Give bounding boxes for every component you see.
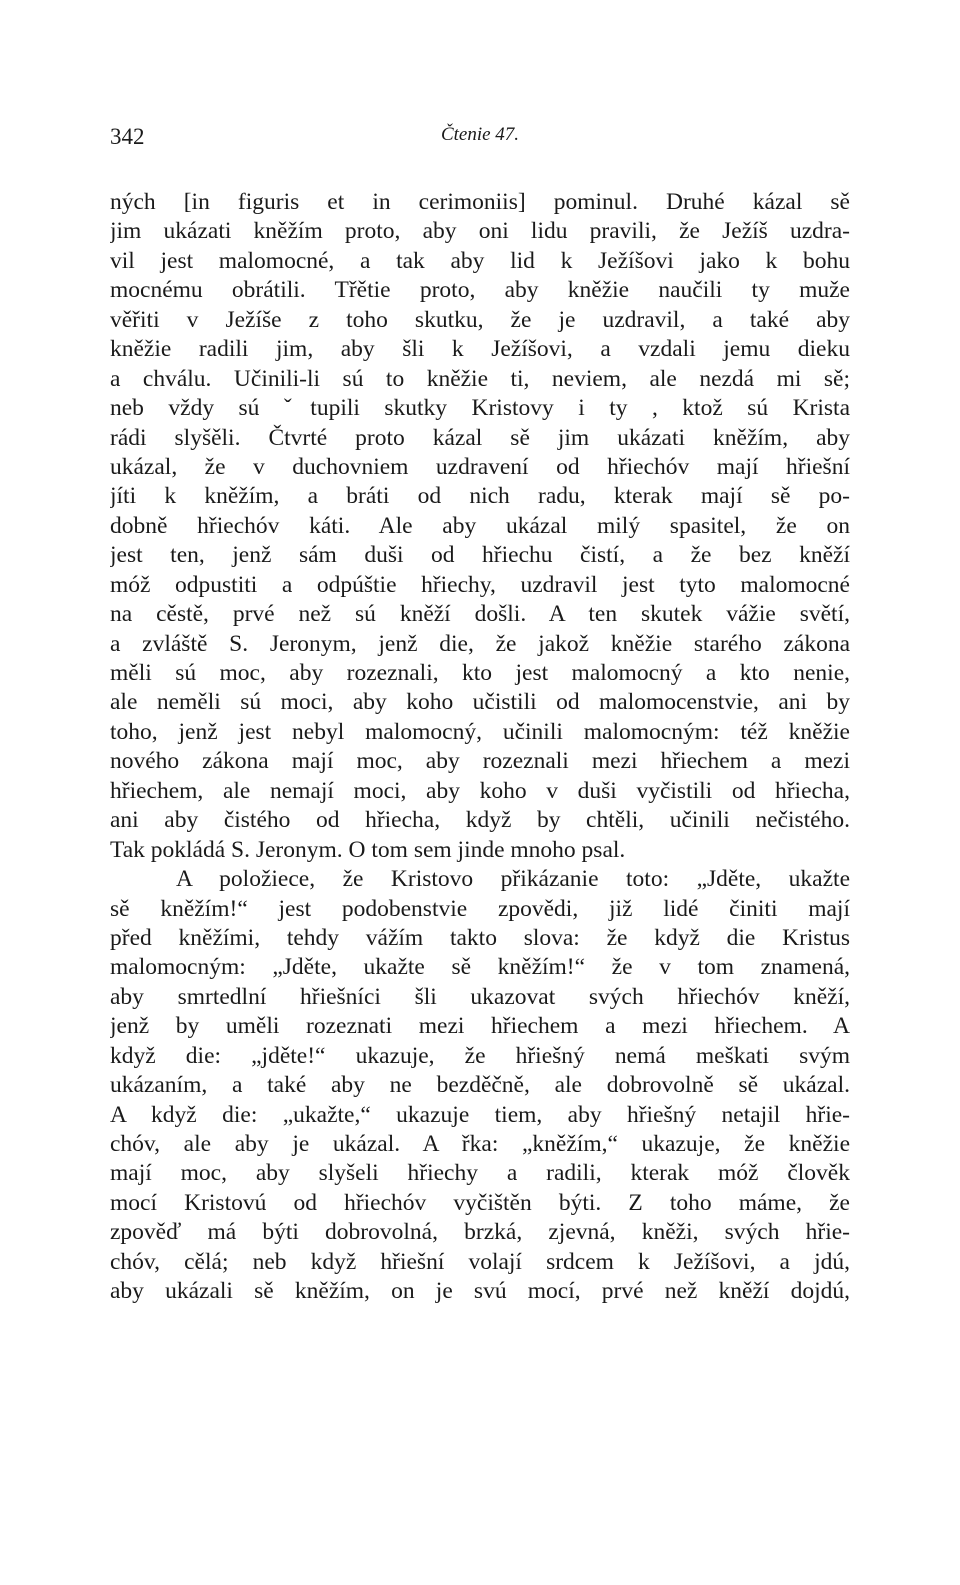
page-number: 342: [110, 124, 145, 149]
text-line: jim ukázati kněžím proto, aby oni lidu pravili, že Ježíš uzdra-: [110, 218, 850, 245]
text-line: mocnému obrátili. Třětie proto, aby kněžie naučili ty muže: [110, 277, 850, 304]
text-line: Tak pokládá S. Jeronym. O tom sem jinde mnoho psal.: [110, 836, 626, 863]
text-line: mocí Kristovú od hřiechóv vyčištěn býti. Z toho máme, že: [110, 1189, 850, 1216]
text-line: kněžie radili jim, aby šli k Ježíšovi, a vzdali jemu dieku: [110, 336, 850, 363]
text-line: jenž by uměli rozeznati mezi hřiechem a mezi hřiechem. A: [110, 1013, 850, 1040]
text-line: a zvláště S. Jeronym, jenž die, že jakož kněžie starého zákona: [110, 630, 850, 657]
text-line: nového zákona mají moc, aby rozeznali mezi hřiechem a mezi: [110, 748, 850, 775]
text-line: A když die: „ukažte,“ ukazuje tiem, aby hřiešný netajil hřie-: [110, 1101, 850, 1128]
text-line: aby smrtedlní hřiešníci šli ukazovat svých hřiechóv kněží,: [110, 983, 850, 1010]
text-line: vil jest malomocné, a tak aby lid k Ježíšovi jako k bohu: [110, 247, 850, 274]
text-line: a chválu. Učinili-li sú to kněžie ti, neviem, ale nezdá mi sě;: [110, 365, 850, 392]
text-line: ukázal, že v duchovniem uzdravení od hřiechóv mají hřiešní: [110, 453, 850, 480]
text-line: malomocným: „Jděte, ukažte sě kněžím!“ že v tom znamená,: [110, 954, 850, 981]
text-line: ani aby čistého od hřiecha, když by chtěli, učinili nečistého.: [110, 807, 850, 834]
text-line: před kněžími, tehdy vážím takto slova: že když die Kristus: [110, 924, 850, 951]
text-line: na cěstě, prvé než sú kněží došli. A ten skutek vážie světí,: [110, 601, 850, 628]
text-line: zpověď má býti dobrovolná, brzká, zjevná, kněži, svých hřie-: [110, 1219, 850, 1246]
text-line: ale neměli sú moci, aby koho učistili od malomocenstvie, ani by: [110, 689, 850, 716]
running-title: Čtenie 47.: [440, 124, 520, 145]
text-line: měli sú moc, aby rozeznali, kto jest malomocný a kto nenie,: [110, 660, 850, 686]
text-line: chóv, cělá; neb když hřiešní volají srdcem k Ježíšovi, a jdú,: [110, 1248, 850, 1275]
text-line: sě kněžím!“ jest podobenstvie zpovědi, již lidé činiti mají: [110, 895, 850, 922]
text-line: móž odpustiti a odpúštie hřiechy, uzdravil jest tyto malomocné: [110, 571, 850, 598]
text-line: věřiti v Ježíše z toho skutku, že je uzdravil, a také aby: [110, 306, 850, 333]
text-line: chóv, ale aby je ukázal. A řka: „kněžím,“ ukazuje, že kněžie: [110, 1131, 850, 1157]
text-line: ných [in figuris et in cerimoniis] pominul. Druhé kázal sě: [110, 189, 850, 215]
text-body: [110, 188, 850, 1307]
text-line: ukázaním, a také aby ne bezděčně, ale dobrovolně sě ukázal.: [110, 1072, 850, 1099]
page-header: [110, 124, 850, 156]
text-line: rádi slyšěli. Čtvrté proto kázal sě jim ukázati kněžím, aby: [110, 424, 850, 451]
text-line: jest ten, jenž sám duši od hřiechu čistí, a že bez kněží: [110, 542, 850, 569]
text-line: neb vždy sú ˇtupili skutky Kristovy i ty , ktož sú Krista: [110, 395, 850, 422]
text-line: toho, jenž jest nebyl malomocný, učinili malomocným: též kněžie: [110, 718, 850, 745]
text-line: hřiechem, ale nemají moci, aby koho v duši vyčistili od hřiecha,: [110, 777, 850, 804]
text-line: jíti k kněžím, a bráti od nich radu, kterak mají sě po-: [110, 483, 850, 510]
text-line: aby ukázali sě kněžím, on je svú mocí, prvé než kněží dojdú,: [110, 1278, 850, 1305]
paragraph-start-line: A položiece, že Kristovo přikázanie toto: „Jděte, ukažte: [176, 866, 850, 893]
text-line: dobně hřiechóv káti. Ale aby ukázal milý spasitel, že on: [110, 512, 850, 539]
text-line: když die: „jděte!“ ukazuje, že hřiešný nemá meškati svým: [110, 1042, 850, 1069]
text-line: mají moc, aby slyšeli hřiechy a radili, kterak móž člověk: [110, 1160, 850, 1187]
